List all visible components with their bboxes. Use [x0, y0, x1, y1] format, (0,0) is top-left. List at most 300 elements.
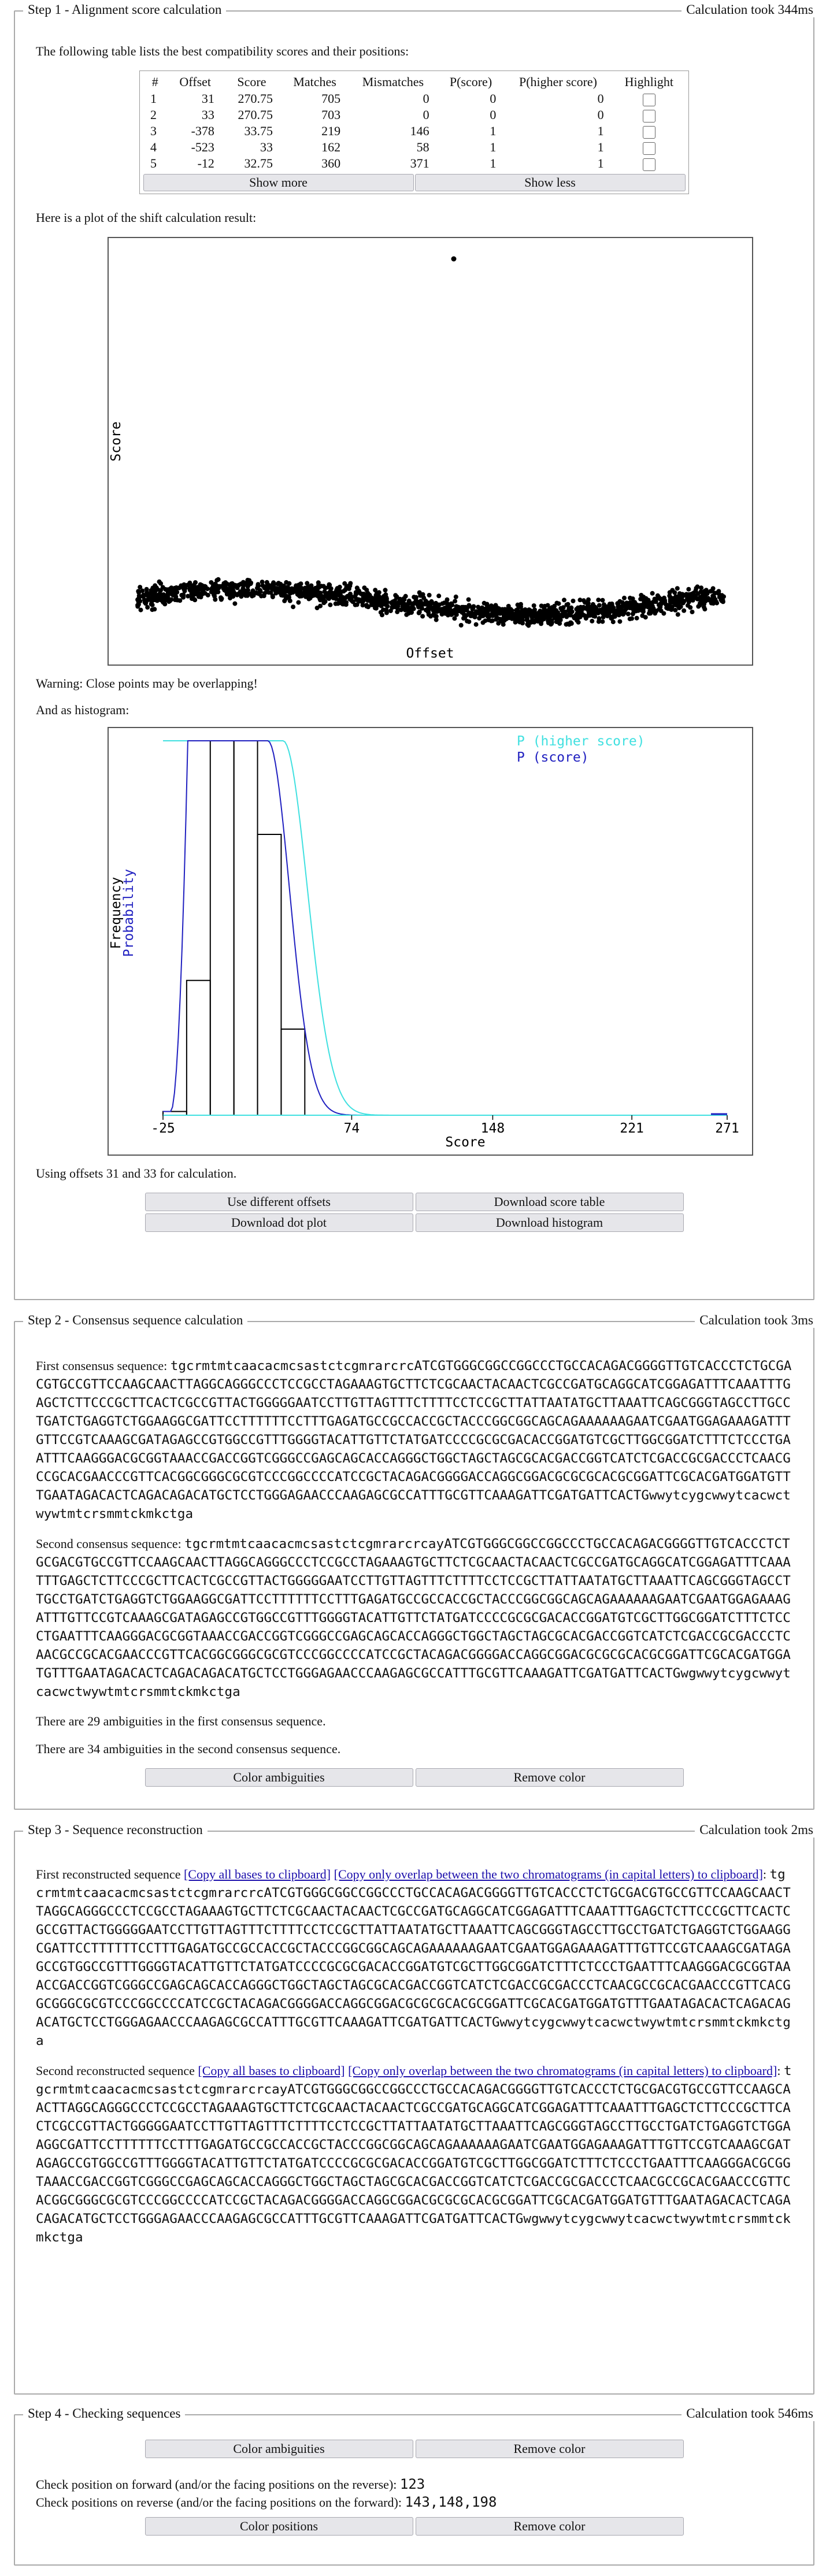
step3-time: Calculation took 2ms [695, 1822, 814, 1838]
highlight-checkbox[interactable] [643, 142, 655, 155]
copy-overlap-link-2[interactable]: [Copy only overlap between the two chromatograms (in capital letters) to clipboard] [348, 2063, 777, 2078]
scatter-point [675, 603, 679, 607]
scatter-point [440, 602, 445, 606]
scatter-point [402, 602, 406, 607]
first-consensus-label: First consensus sequence: [36, 1358, 171, 1373]
table-cell: 703 [321, 107, 341, 122]
scatter-point [675, 586, 680, 591]
step2-time: Calculation took 3ms [695, 1313, 814, 1328]
scatter-point [371, 603, 376, 607]
second-reconstructed-sequence: tgcrmtmtcaacacmcsastctcgmrarcrcayATCGTGGGCGGCCGGCCCTGCCACAGACGGGGTTGTCACCCTCTGCGACGTGCCGTTCCAAGCAACTTAGGCAGGGCCCTCCGCCTAGAAAGTGCTTCTCGCAACTACAACTCGCCGATGCAGGCATCGGAGATTTCAAATTTGAGCTCTTCCCGCTTCACTCGCCGTTACTGGGGGAATCCTTGTTAGTTTCTTTTCCTCCGCTTATTAATATGCTTAAATTCAGCGGGTAGCCTTGCCTGATCTGAGGTCTGGAAGGCGATTCCTTTTTTCCTTTGAGATGCCGCCACCGCTACCCGGCGGCAGCAGAAAAAAGAATCGAATGGAGAAAGATTTGTTCCGTCAAAGCGATAGAGCCGTGGCCGTTTGGGGTACATTGTTCTATGATCCCCGCGCGACACCGGATGTCGCTTGGCGGATCTTTCTCCCTGAATTTCAAGGGACGCGGTAAACCGACCGGTCGGGCCGAGCAGCACCAGGGCTGGCTAGCTAGCGCACGACCGGTCATCTCGACCGCGACCCTCAACGCCGCACGAACCCGTTCACGGCGGGCGCGTCCCGGCCCCATCCGCTACAGACGGGGACCAGGCGGACGCGCGCACGCGGATTCGCACGATGGATGTTTGAATAGACACTCAGACAGACATGCTCCTGGGAGAACCCAAGAGCGCCATTTGCGTTCAAAGATTCGATGATTCACTGwgwwytcygcwwytcacwctwywtmtcrsmmtckmkctga [36, 2063, 792, 2245]
scatter-point [586, 608, 591, 613]
y-axis-label-frequency: Frequency [109, 877, 124, 949]
scatter-point [536, 611, 541, 615]
scatter-point [328, 603, 332, 607]
scatter-point [383, 588, 388, 592]
copy-all-bases-link-2[interactable]: [Copy all bases to clipboard] [198, 2063, 345, 2078]
scatter-point [503, 607, 508, 612]
scatter-point [135, 603, 140, 607]
scatter-point [467, 604, 472, 608]
table-cell: 0 [597, 91, 604, 106]
table-cell: 5 [150, 156, 157, 170]
legend-p-score: P (score) [517, 750, 589, 765]
scatter-point [597, 603, 602, 608]
table-cell: 33.75 [244, 124, 273, 138]
table-cell: 270.75 [238, 91, 273, 106]
scatter-point [192, 597, 197, 602]
scatter-point [616, 608, 621, 613]
check-reverse [36, 2493, 792, 2511]
scatter-point [392, 599, 397, 603]
scatter-point [428, 604, 433, 608]
scatter-point [690, 610, 695, 614]
scatter-point [341, 589, 346, 593]
table-row [142, 155, 686, 172]
scatter-point [393, 593, 398, 597]
scatter-point [658, 597, 662, 602]
step2-title: Step 2 - Consensus sequence calculation [23, 1313, 247, 1328]
scatter-point [695, 584, 700, 589]
outlier-point [451, 257, 457, 262]
scatter-point [716, 589, 721, 593]
scatter-point [276, 582, 280, 587]
scatter-point [482, 611, 487, 615]
check-reverse-value[interactable]: 143,148,198 [405, 2494, 497, 2510]
p-higher-score-line [163, 741, 727, 1115]
table-row [142, 107, 686, 123]
scatter-point [412, 595, 416, 599]
table-row [142, 123, 686, 139]
scatter-point [672, 591, 677, 595]
scatter-point [445, 600, 449, 605]
table-cell: -523 [191, 140, 214, 154]
color-ambiguities-button-step4[interactable]: Color ambiguities [145, 2440, 413, 2458]
scatter-point [193, 580, 198, 585]
check-forward-label: Check position on forward (and/or the facing positions on the reverse): [36, 2477, 400, 2492]
table-cell: 360 [321, 156, 341, 170]
scatter-point [246, 583, 250, 588]
scatter-point [216, 577, 221, 582]
scatter-point [171, 592, 175, 597]
scatter-point [574, 614, 579, 619]
table-row [142, 91, 686, 107]
scatter-point [409, 602, 414, 606]
table-header-cell: Score [237, 75, 266, 89]
scatter-point [564, 622, 569, 627]
scatter-point [486, 618, 491, 622]
table-header-cell: P(higher score) [518, 75, 597, 89]
scatter-point [361, 595, 366, 600]
check-forward [36, 2475, 792, 2493]
scatter-point [344, 585, 349, 589]
table-cell: 146 [410, 124, 429, 138]
scatter-point [290, 587, 294, 591]
scatter-point [670, 599, 675, 603]
table-cell: 31 [201, 91, 214, 106]
scatter-point [521, 611, 526, 616]
step3-title: Step 3 - Sequence reconstruction [23, 1822, 208, 1838]
highlight-checkbox[interactable] [643, 110, 655, 123]
histogram-bar [187, 981, 210, 1115]
scatter-point [357, 589, 361, 593]
copy-all-bases-link-1[interactable]: [Copy all bases to clipboard] [183, 1867, 331, 1881]
scatter-point [651, 600, 655, 604]
remove-color-positions-button[interactable]: Remove color [416, 2517, 684, 2536]
table-header-cell: Offset [179, 75, 212, 89]
scatter-point [395, 610, 399, 614]
second-reconstructed: Second reconstructed sequence [Copy all bases to clipboard] [Copy only overlap between the two chromatograms (in capital letters) to clipboard]: tgcrmtmtcaacacmcsastctcgmrarcrcayATCGTGGGCGGCCGGCCCTGCCACAGACGGGGTTGTCACCCTCTGCGACGTGCCGTTCCAAGCAACTTAGGCAGGGCCCTCCGCCTAGAAAGTGCTTCTCGCAACTACAACTCGCCGATGCAGGCATCGGAGATTTCAAATTTGAGCTCTTCCCGCTTCACTCGCCGTTACTGGGGGAATCCTTGTTAGTTTCTTTTCCTCCGCTTATTAATATGCTTAAATTCAGCGGGTAGCCTTGCCTGATCTGAGGTCTGGAAGGCGATTCCTTTTTTCCTTTGAGATGCCGCCACCGCTACCCGGCGGCAGCAGAAAAAAGAATCGAATGGAGAAAGATTTGTTCCGTCAAAGCGATAGAGCCGTGGCCGTTTGGGGTACATTGTTCTATGATCCCCGCGCGACACCGGATGTCGCTTGGCGGATCTTTCTCCCTGAATTTCAAGGGACGCGGTAAACCGACCGGTCGGGCCGAGCAGCACCAGGGCTGGCTAGCTAGCGCACGACCGGTCATCTCGACCGCGACCCTCAACGCCGCACGAACCCGTTCACGGCGGGCGCGTCCCGGCCCCATCCGCTACAGACGGGGACCAGGCGGACGCGCGCACGCGGATTCGCACGATGGATGTTTGAATAGACACTCAGACAGACATGCTCCTGGGAGAACCCAAGAGCGCCATTTGCGTTCAAAGATTCGATGATTCACTGwgwwytcygcwwytcacwctwywtmtcrsmmtckmkctga [36, 2063, 792, 2245]
scatter-point [530, 610, 535, 614]
scatter-point [562, 597, 566, 602]
histogram-bar [258, 834, 281, 1115]
scatter-point [596, 611, 601, 615]
scatter-point [558, 613, 563, 618]
table-row [142, 139, 686, 155]
scatter-point [335, 593, 339, 597]
table-header-cell: Matches [293, 75, 336, 89]
scatter-point [264, 589, 269, 594]
scatter-point [578, 597, 583, 602]
table-cell: 3 [150, 124, 157, 138]
scatter-point [466, 597, 471, 602]
scatter-point [158, 581, 163, 586]
scatter-point [565, 603, 569, 607]
step1-section [14, 2, 814, 1300]
step3-section [14, 1822, 814, 2395]
scatter-point [287, 595, 291, 600]
download-score-table-button[interactable]: Download score table [416, 1193, 684, 1211]
scatter-point [191, 592, 196, 596]
scatter-point [590, 607, 595, 612]
scatter-point [364, 588, 369, 592]
x-tick-label: -25 [151, 1121, 175, 1136]
scatter-point [718, 597, 723, 602]
scatter-point [136, 589, 140, 593]
scatter-point [408, 606, 413, 610]
score-table [142, 73, 686, 172]
scatter-point [245, 588, 249, 593]
scatter-point [626, 612, 631, 617]
scatter-point [235, 583, 239, 588]
scatter-point [490, 618, 495, 623]
scatter-point [584, 600, 589, 605]
table-header-cell: P(score) [449, 75, 492, 89]
table-cell [612, 91, 686, 107]
remove-color-button[interactable]: Remove color [416, 1768, 684, 1787]
scatter-point [324, 594, 329, 599]
table-cell: 1 [490, 140, 497, 154]
scatter-point [454, 604, 459, 609]
scatter-point [554, 601, 559, 606]
ambiguity-count-first: There are 29 ambiguities in the first consensus sequence. [36, 1714, 326, 1728]
table-cell: 1 [490, 156, 497, 170]
scatter-point [669, 607, 674, 612]
x-tick-label: 271 [715, 1121, 739, 1136]
scatter-point [446, 613, 450, 618]
scatter-point [476, 610, 480, 614]
x-axis-label: Offset [406, 646, 454, 661]
table-cell: -378 [191, 124, 214, 138]
scatter-point [297, 593, 301, 597]
table-cell: 0 [423, 107, 429, 122]
highlight-checkbox[interactable] [643, 126, 655, 139]
scatter-point [198, 582, 203, 587]
scatter-point [229, 582, 234, 587]
scatter-point [417, 611, 421, 615]
scatter-point [261, 583, 265, 588]
scatter-point [601, 615, 606, 619]
scatter-point [680, 592, 684, 597]
scatter-point [547, 617, 551, 621]
scatter-point [529, 615, 534, 619]
scatter-point [668, 590, 672, 595]
scatter-point [635, 616, 639, 621]
histogram-svg [109, 728, 752, 1155]
scatter-point [543, 612, 547, 617]
table-cell: 1 [597, 140, 604, 154]
scatter-point [154, 585, 159, 590]
scatter-point [436, 593, 441, 598]
scatter-point [696, 591, 701, 596]
scatter-point [186, 594, 190, 599]
scatter-point [315, 606, 320, 610]
scatter-point [305, 581, 309, 585]
scatter-point [542, 604, 547, 608]
scatter-point [658, 604, 662, 609]
scatter-point [529, 620, 534, 625]
scatter-point [455, 609, 460, 614]
table-cell: 2 [150, 107, 157, 122]
download-histogram-button[interactable]: Download histogram [416, 1213, 684, 1232]
scatter-point [418, 602, 423, 606]
scatter-point [343, 595, 348, 600]
scatter-point [707, 598, 712, 603]
show-less-button[interactable]: Show less [415, 174, 686, 191]
scatter-point [575, 618, 579, 623]
table-cell: 1 [597, 124, 604, 138]
copy-overlap-link-1[interactable]: [Copy only overlap between the two chromatograms (in capital letters) to clipboard] [334, 1867, 763, 1881]
second-reconstructed-label: Second reconstructed sequence [36, 2063, 198, 2078]
offsets-used: Using offsets 31 and 33 for calculation. [36, 1166, 237, 1181]
scatter-point [584, 616, 588, 621]
color-positions-button[interactable]: Color positions [145, 2517, 413, 2536]
scatter-point [513, 612, 518, 617]
scatter-point [494, 603, 498, 608]
scatter-points [135, 577, 726, 628]
scatter-point [251, 593, 256, 597]
overlap-warning: Warning: Close points may be overlapping! [36, 676, 258, 691]
scatter-point [273, 591, 278, 596]
score-table-header [142, 73, 686, 91]
scatter-point [262, 593, 266, 598]
scatter-point [576, 606, 580, 610]
table-cell: -12 [197, 156, 214, 170]
scatter-point [161, 593, 166, 598]
scatter-point [698, 601, 702, 606]
scatter-point [353, 595, 357, 599]
first-consensus-sequence: tgcrmtmtcaacacmcsastctcgmrarcrcATCGTGGGCGGCCGGCCCTGCCACAGACGGGGTTGTCACCCTCTGCGACGTGCCGTTCCAAGCAACTTAGGCAGGGCCCTCCGCCTAGAAAGTGCTTCTCGCAACTACAACTCGCCGATGCAGGCATCGGAGATTTCAAATTTGAGCTCTTCCCGCTTCACTCGCCGTTACTGGGGGAATCCTTGTTAGTTTCTTTTCCTCCGCTTATTAATATGCTTAAATTCAGCGGGTAGCCTTGCCTGATCTGAGGTCTGGAAGGCGATTCCTTTTTTCCTTTGAGATGCCGCCACCGCTACCCGGCGGCAGCAGAAAAAAGAATCGAATGGAGAAAGATTTGTTCCGTCAAAGCGATAGAGCCGTGGCCGTTTGGGGTACATTGTTCTATGATCCCCGCGCGACACCGGATGTCGCTTGGCGGATCTTTCTCCCTGAATTTCAAGGGACGCGGTAAACCGACCGGTCGGGCCGAGCAGCACCAGGGCTGGCTAGCTAGCGCACGACCGGTCATCTCGACCGCGACCCTCAACGCCGCACGAACCCGTTCACGGCGGGCGCGTCCCGGCCCCATCCGCTACAGACGGGGACCAGGCGGACGCGCGCACGCGGATTCGCACGATGGATGTTTGAATAGACACTCAGACAGACATGCTCCTGGGAGAACCCAAGAGCGCCATTTGCGTTCAAAGATTCGATGATTCACTGwwytcygcwwytcacwctwywtmtcrsmmtckmkctga [36, 1358, 792, 1521]
table-cell: 33 [260, 140, 273, 154]
scatter-point [567, 608, 572, 613]
scatter-point [420, 614, 425, 619]
scatter-point [281, 590, 286, 595]
scatter-point [222, 588, 227, 592]
scatter-point [644, 596, 649, 601]
scatter-point [600, 619, 605, 624]
scatter-point [182, 582, 186, 587]
scatter-point [241, 580, 246, 585]
score-table-body [142, 91, 686, 172]
scatter-point [434, 618, 439, 622]
scatter-point [231, 588, 235, 593]
scatter-point [704, 591, 709, 595]
second-consensus-label: Second consensus sequence: [36, 1536, 185, 1551]
use-different-offsets-button[interactable]: Use different offsets [145, 1193, 413, 1211]
scatter-point [379, 604, 384, 608]
scatter-point [152, 607, 157, 611]
p-score-line [163, 741, 727, 1115]
table-cell: 33 [201, 107, 214, 122]
scatter-point [358, 598, 362, 603]
table-cell: 270.75 [238, 107, 273, 122]
scatter-point [676, 612, 680, 617]
scatter-point [558, 606, 563, 611]
scatter-point [403, 608, 408, 613]
scatter-point [552, 607, 557, 612]
step1-title: Step 1 - Alignment score calculation [23, 2, 226, 17]
scatter-point [603, 607, 608, 612]
check-reverse-label: Check positions on reverse (and/or the facing positions on the forward): [36, 2495, 405, 2510]
scatter-point [223, 580, 228, 585]
scatter-point [232, 602, 237, 606]
download-dot-plot-button[interactable]: Download dot plot [145, 1213, 413, 1232]
scatter-point [686, 603, 690, 608]
scatter-point [291, 604, 295, 609]
scatter-point [696, 597, 701, 602]
table-cell: 0 [597, 107, 604, 122]
scatter-point [181, 592, 186, 597]
scatter-point [373, 588, 377, 592]
first-consensus [36, 1357, 792, 1523]
step2-section [14, 1313, 814, 1810]
highlight-checkbox[interactable] [643, 94, 655, 106]
scatter-point [506, 611, 510, 615]
scatter-point [176, 586, 181, 591]
scatter-point [149, 596, 153, 601]
scatter-point [532, 603, 536, 608]
first-reconstructed-label: First reconstructed sequence [36, 1867, 184, 1881]
hist-intro: And as histogram: [36, 703, 129, 717]
table-header-cell: Mismatches [362, 75, 424, 89]
color-ambiguities-button[interactable]: Color ambiguities [145, 1768, 413, 1787]
scatter-point [513, 620, 518, 625]
scatter-point [481, 620, 486, 625]
y-axis-label-probability: Probability [121, 868, 136, 957]
step4-time: Calculation took 546ms [681, 2406, 814, 2421]
scatter-point [431, 608, 436, 613]
scatter-point [590, 619, 594, 623]
scatter-point [686, 587, 691, 592]
scatter-point [474, 622, 479, 627]
scatter-point [318, 591, 323, 595]
scatter-point [427, 593, 432, 597]
x-tick-label: 148 [480, 1121, 505, 1136]
scatter-point [629, 604, 634, 609]
scatter-point [256, 584, 261, 588]
table-cell: 1 [150, 91, 157, 106]
scatter-point [643, 615, 648, 619]
highlight-checkbox[interactable] [643, 158, 655, 171]
scatter-point [245, 593, 250, 598]
scatter-point [624, 605, 629, 610]
table-header-cell: Highlight [624, 75, 673, 89]
scatter-point [145, 605, 150, 610]
scatter-point [708, 589, 713, 593]
scatter-point [274, 586, 279, 591]
scatter-point [494, 615, 499, 620]
table-cell [612, 139, 686, 155]
scatter-point [220, 596, 224, 601]
scatter-point [189, 587, 194, 592]
histogram-bar [210, 741, 234, 1115]
scatter-point [436, 608, 441, 613]
step1-time: Calculation took 344ms [681, 2, 814, 17]
scatter-point [610, 603, 614, 608]
scatter-point [445, 607, 450, 611]
x-tick-label: 74 [343, 1121, 360, 1136]
scatter-point [690, 597, 695, 602]
second-consensus [36, 1535, 792, 1701]
scatter-point [483, 607, 487, 611]
first-reconstructed-sequence: tgcrmtmtcaacacmcsastctcgmrarcrcATCGTGGGCGGCCGGCCCTGCCACAGACGGGGTTGTCACCCTCTGCGACGTGCCGTTCCAAGCAACTTAGGCAGGGCCCTCCGCCTAGAAAGTGCTTCTCGCAACTACAACTCGCCGATGCAGGCATCGGAGATTTCAAATTTGAGCTCTTCCCGCTTCACTCGCCGTTACTGGGGGAATCCTTGTTAGTTTCTTTTCCTCCGCTTATTAATATGCTTAAATTCAGCGGGTAGCCTTGCCTGATCTGAGGTCTGGAAGGCGATTCCTTTTTTCCTTTGAGATGCCGCCACCGCTACCCGGCGGCAGCAGAAAAAAGAATCGAATGGAGAAAGATTTGTTCCGTCAAAGCGATAGAGCCGTGGCCGTTTGGGGTACATTGTTCTATGATCCCCGCGCGACACCGGATGTCGCTTGGCGGATCTTTCTCCCTGAATTTCAAGGGACGCGGTAAACCGACCGGTCGGGCCGAGCAGCACCAGGGCTGGCTAGCTAGCGCACGACCGGTCATCTCGACCGCGACCCTCAACGCCGCACGAACCCGTTCACGGCGGGCGCGTCCCGGCCCCATCCGCTACAGACGGGGACCAGGCGGACGCGCGCACGCGGATTCGCACGATGGATGTTTGAATAGACACTCAGACAGACATGCTCCTGGGAGAACCCAAGAGCGCCATTTGCGTTCAAAGATTCGATGATTCACTGwwytcygcwwytcacwctwywtmtcrsmmtckmkctga [36, 1867, 791, 2048]
check-forward-value[interactable]: 123 [399, 2476, 425, 2492]
table-cell: 0 [490, 91, 497, 106]
scatter-point [201, 587, 206, 592]
scatter-point [423, 602, 427, 607]
table-header-cell: # [151, 75, 158, 89]
step1-intro: The following table lists the best compatibility scores and their positions: [36, 44, 409, 58]
scatter-point [571, 599, 576, 603]
scatter-point [137, 595, 142, 600]
plot-intro: Here is a plot of the shift calculation result: [36, 210, 257, 225]
table-cell: 219 [321, 124, 341, 138]
scatter-point [166, 599, 171, 604]
remove-color-button-step4[interactable]: Remove color [416, 2440, 684, 2458]
x-axis-label: Score [445, 1135, 486, 1150]
scatter-point [353, 603, 358, 607]
scatter-point [197, 595, 201, 599]
show-more-button[interactable]: Show more [143, 174, 414, 191]
scatter-point [506, 604, 511, 608]
scatter-point [502, 618, 507, 623]
step4-section [14, 2406, 814, 2566]
scatter-point [681, 608, 686, 613]
scatter-point [340, 602, 345, 607]
table-cell: 162 [321, 140, 341, 154]
scatter-point [616, 602, 620, 607]
scatter-point [617, 619, 622, 624]
scatter-point [617, 613, 621, 617]
table-cell: 0 [490, 107, 497, 122]
scatter-point [266, 584, 271, 588]
scatter-point [650, 591, 655, 596]
table-cell: 4 [150, 140, 157, 154]
scatter-point [328, 589, 333, 593]
scatter-point [650, 609, 655, 614]
scatter-point [428, 614, 433, 619]
scatter-point [385, 604, 390, 608]
step4-title: Step 4 - Checking sequences [23, 2406, 185, 2421]
